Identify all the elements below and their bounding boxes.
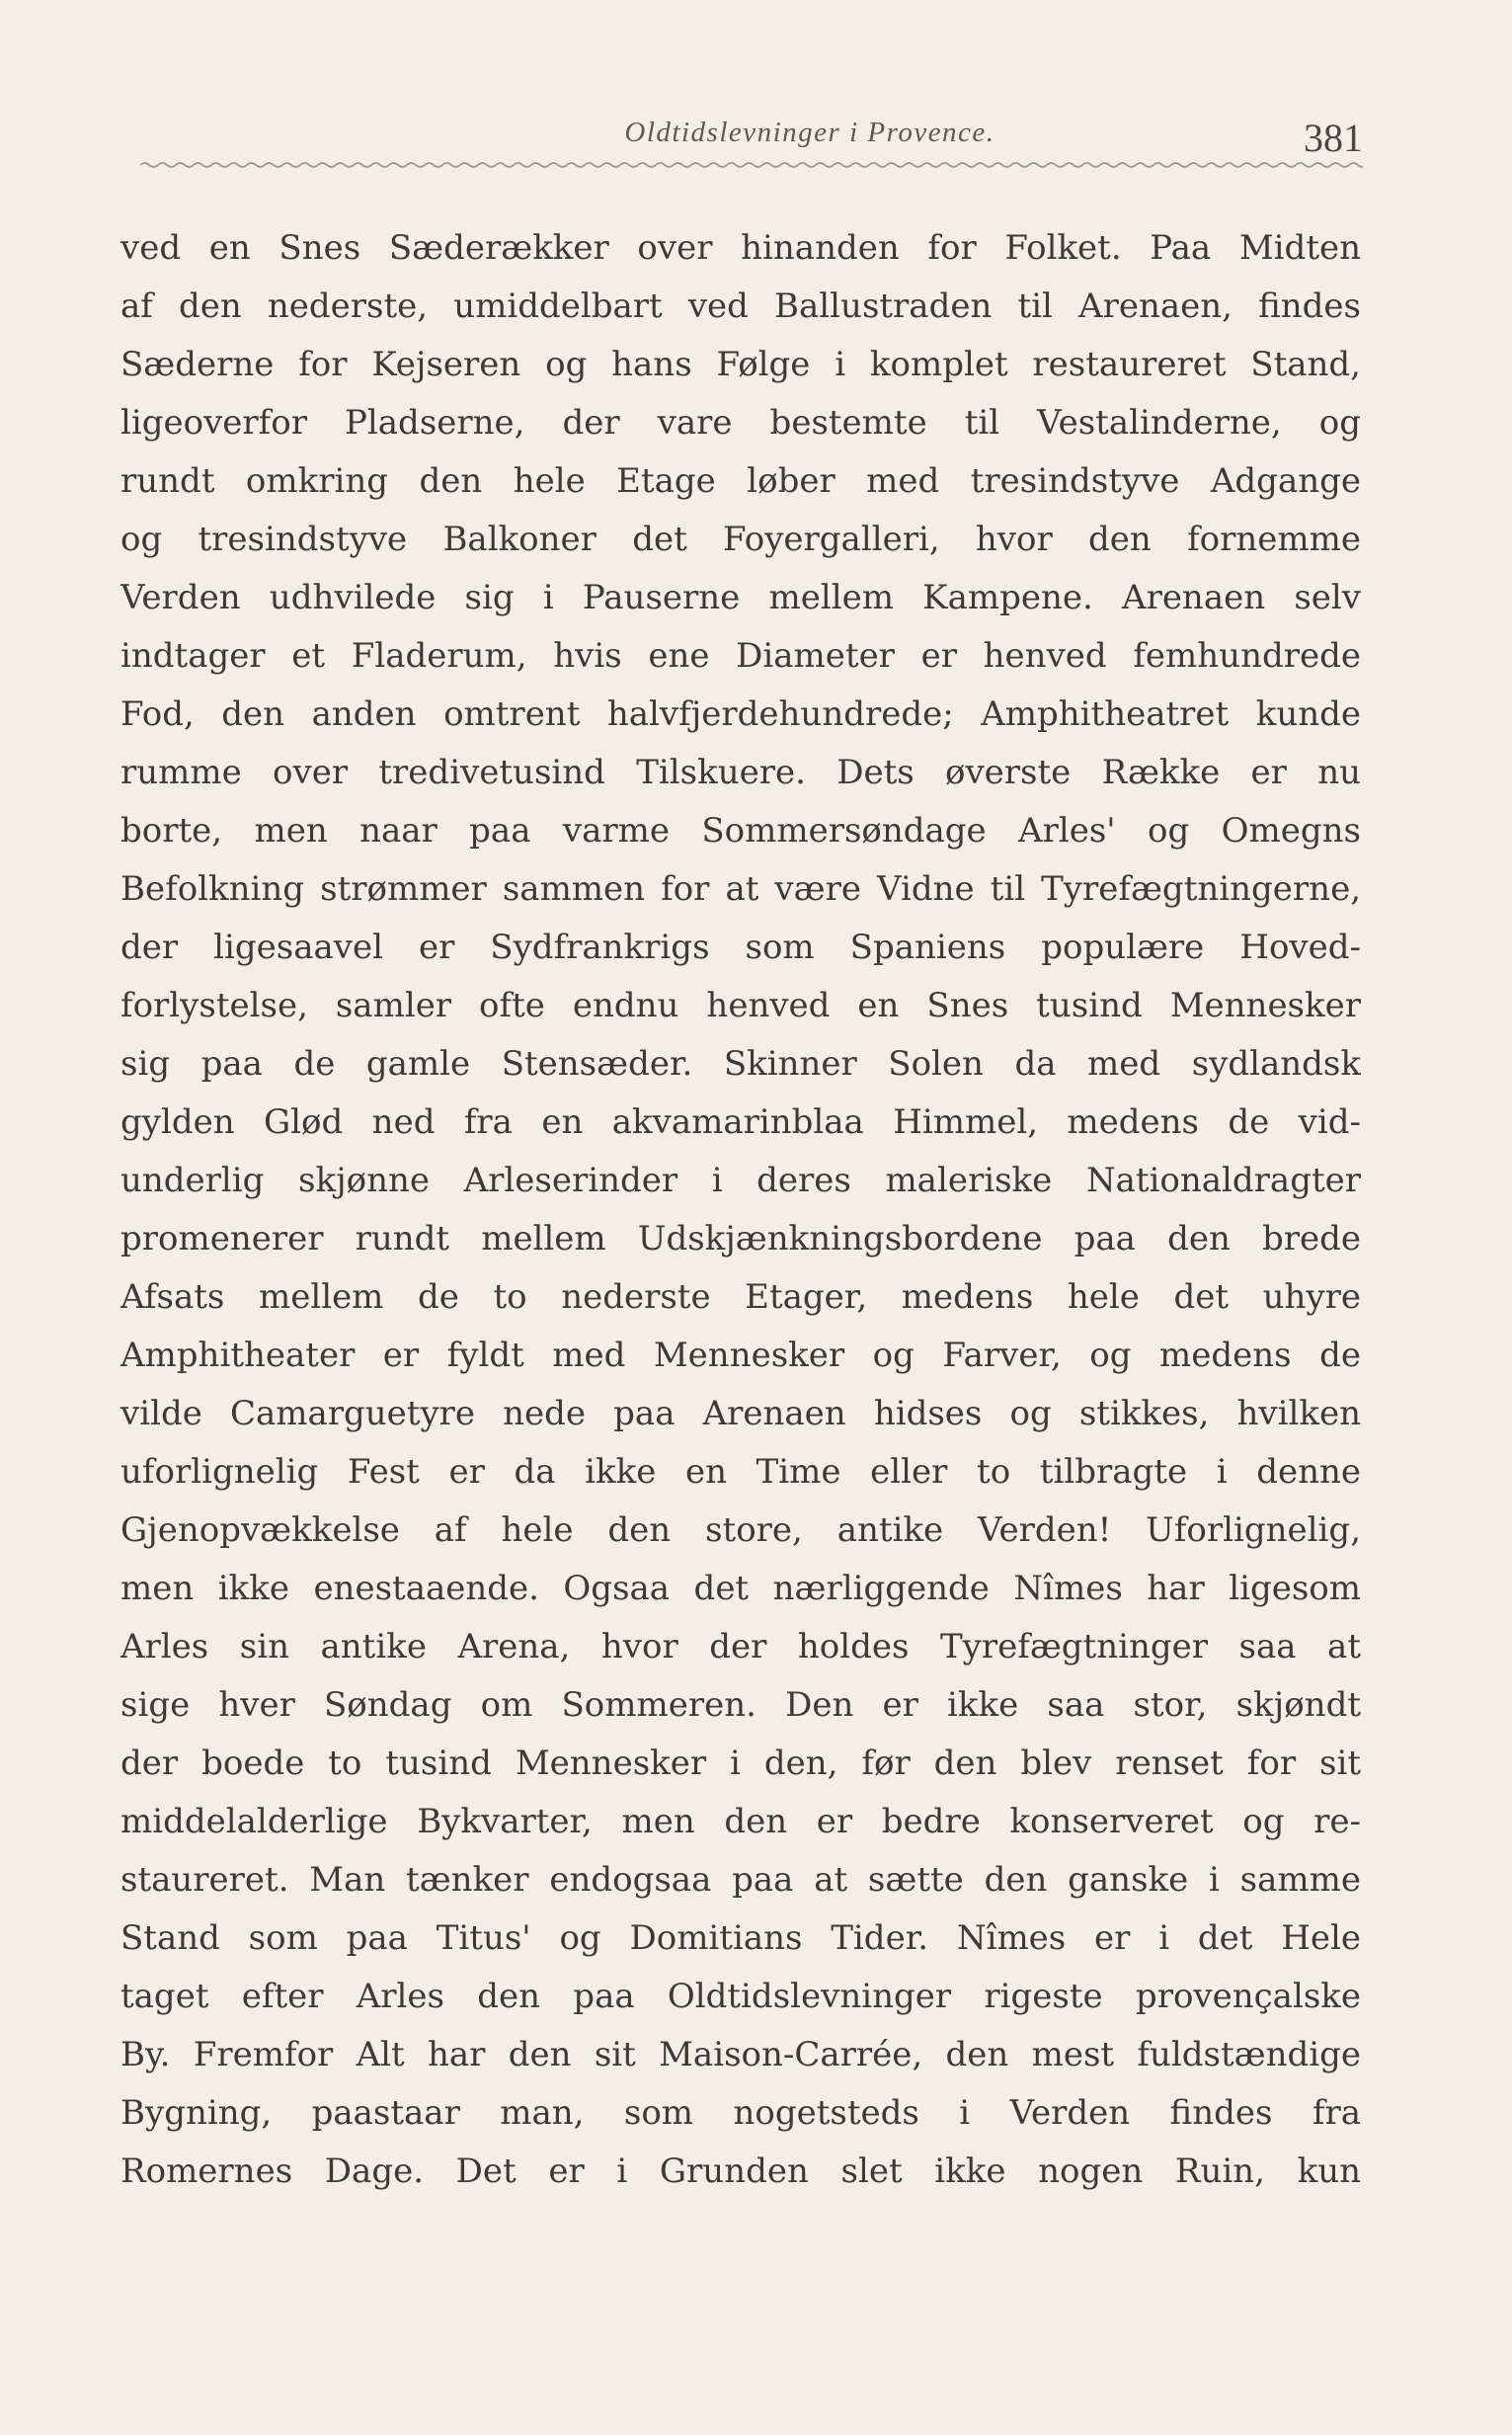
text-line-7: Verden udhvilede sig i Pauserne mellem Kampene. Arenaen selv [120,578,1361,617]
text-line-6: og tresindstyve Balkoner det Foyergalleri, hvor den fornemme [120,520,1361,559]
text-line-12: Befolkning strømmer sammen for at være Vidne til Tyrefægtningerne, [120,869,1361,909]
ornament-rule [140,158,1363,172]
text-line-23: Gjenopvækkelse af hele den store, antike Verden! Uforlignelig, [120,1510,1361,1550]
text-line-19: Afsats mellem de to nederste Etager, medens hele det uhyre [120,1277,1361,1317]
text-line-29: staureret. Man tænker endogsaa paa at sætte den ganske i samme [120,1860,1361,1900]
text-line-1: ved en Snes Sæderækker over hinanden for Folket. Paa Midten [120,228,1361,268]
text-line-3: Sæderne for Kejseren og hans Følge i komplet restaureret Stand, [120,345,1361,384]
text-line-32: By. Fremfor Alt har den sit Maison-Carrée, den mest fuldstændige [120,2035,1361,2074]
text-line-5: rundt omkring den hele Etage løber med tresindstyve Adgange [120,461,1361,501]
text-line-16: gylden Glød ned fra en akvamarinblaa Himmel, medens de vid- [120,1102,1361,1142]
text-line-18: promenerer rundt mellem Udskjænkningsbordene paa den brede [120,1219,1361,1258]
body-text [120,219,1361,2201]
page-number: 381 [1304,116,1363,160]
text-line-33: Bygning, paastaar man, som nogetsteds i Verden findes fra [120,2093,1361,2133]
text-line-10: rumme over tredivetusind Tilskuere. Dets øverste Række er nu [120,753,1361,792]
text-line-25: Arles sin antike Arena, hvor der holdes Tyrefægtninger saa at [120,1627,1361,1666]
page-header [119,107,1363,166]
text-line-9: Fod, den anden omtrent halvfjerdehundrede; Amphitheatret kunde [120,694,1361,734]
text-line-22: uforlignelig Fest er da ikke en Time eller to tilbragte i denne [120,1452,1361,1492]
text-line-4: ligeoverfor Pladserne, der vare bestemte til Vestalinderne, og [120,403,1361,443]
text-line-30: Stand som paa Titus' og Domitians Tider. Nîmes er i det Hele [120,1918,1361,1958]
text-line-24: men ikke enestaaende. Ogsaa det nærliggende Nîmes har ligesom [120,1569,1361,1608]
text-line-27: der boede to tusind Mennesker i den, før den blev renset for sit [120,1744,1361,1783]
text-line-31: taget efter Arles den paa Oldtidslevninger rigeste provençalske [120,1977,1361,2016]
text-line-13: der ligesaavel er Sydfrankrigs som Spaniens populære Hoved- [120,928,1361,967]
text-line-17: underlig skjønne Arleserinder i deres maleriske Nationaldragter [120,1161,1361,1200]
text-line-15: sig paa de gamle Stensæder. Skinner Solen da med sydlandsk [120,1044,1361,1084]
text-line-2: af den nederste, umiddelbart ved Ballustraden til Arenaen, findes [120,286,1361,326]
text-line-8: indtager et Fladerum, hvis ene Diameter er henved femhundrede [120,636,1361,676]
text-line-34: Romernes Dage. Det er i Grunden slet ikke nogen Ruin, kun [120,2151,1361,2191]
text-line-21: vilde Camarguetyre nede paa Arenaen hidses og stikkes, hvilken [120,1394,1361,1433]
running-title: Oldtidslevninger i Provence. [624,117,995,148]
text-line-26: sige hver Søndag om Sommeren. Den er ikke saa stor, skjøndt [120,1685,1361,1725]
text-line-11: borte, men naar paa varme Sommersøndage Arles' og Omegns [120,811,1361,851]
text-line-14: forlystelse, samler ofte endnu henved en Snes tusind Mennesker [120,986,1361,1025]
text-line-20: Amphitheater er fyldt med Mennesker og Farver, og medens de [120,1336,1361,1375]
text-line-28: middelalderlige Bykvarter, men den er bedre konserveret og re- [120,1802,1361,1841]
